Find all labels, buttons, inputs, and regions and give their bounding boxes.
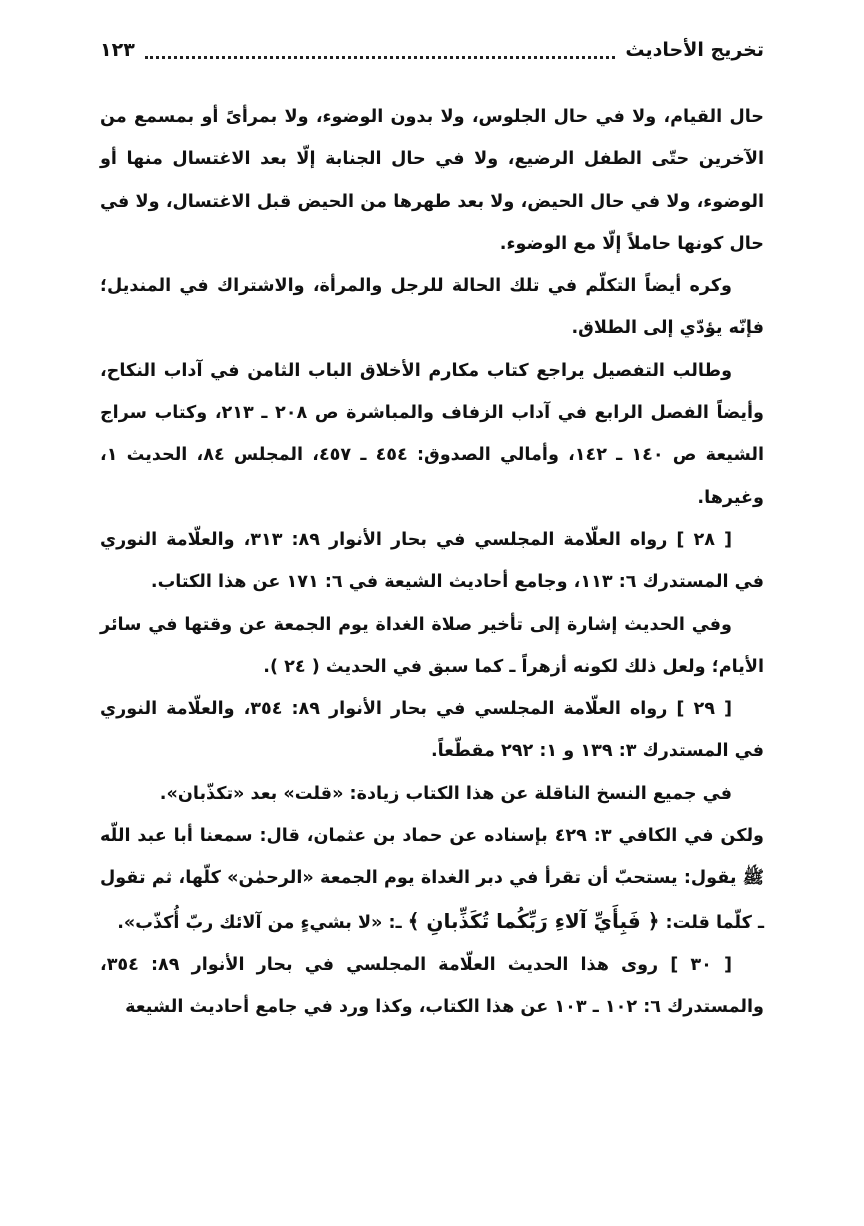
kafi-text-after: ـ: «لا بشيءٍ من آلائك ربّ أُكذّب». (117, 912, 408, 933)
paragraph: وكره أيضاً التكلّم في تلك الحالة للرجل والمرأة، والاشتراك في المنديل؛ فإنّه يؤدّي إلى الطلاق. (100, 276, 764, 339)
page-body (100, 96, 764, 1029)
running-header (100, 30, 764, 70)
paragraph: في جميع النسخ الناقلة عن هذا الكتاب زيادة: «قلت» بعد «تكذّبان». (159, 783, 732, 804)
kafi-paragraph (100, 815, 764, 944)
quran-verse: ﴿ فَبِأَيِّ آلاءِ رَبِّكُما تُكَذِّبانِ ﴾ (407, 908, 660, 933)
header-dot-leader (145, 42, 616, 59)
header-title: تخريج الأحاديث (625, 39, 764, 61)
note-28: [ ٢٨ ] رواه العلّامة المجلسي في بحار الأنوار ٨٩: ٣١٣، والعلّامة النوري في المستدرك ٦: ١١٣، وجامع أحاديث الشيعة في ٦: ١٧١ عن هذا الكتاب. (100, 529, 764, 593)
note-30: [ ٣٠ ] روى هذا الحديث العلّامة المجلسي في بحار الأنوار ٨٩: ٣٥٤، والمستدرك ٦: ١٠٢ ـ ١٠٣ عن هذا الكتاب، وكذا ورد في جامع أحاديث الشيعة (100, 954, 764, 1018)
paragraph: وفي الحديث إشارة إلى تأخير صلاة الغداة يوم الجمعة عن وقتها في سائر الأيام؛ ولعل ذلك لكونه أزهراً ـ كما سبق في الحديث ( ٢٤ ). (100, 614, 764, 677)
page-number: ١٢٣ (100, 39, 135, 61)
note-29: [ ٢٩ ] رواه العلّامة المجلسي في بحار الأنوار ٨٩: ٣٥٤، والعلّامة النوري في المستدرك ٣: ١٣٩ و ١: ٢٩٢ مقطّعاً. (100, 699, 764, 762)
paragraph: وطالب التفصيل يراجع كتاب مكارم الأخلاق الباب الثامن في آداب النكاح، وأيضاً الفصل الرابع في آداب الزفاف والمباشرة ص ٢٠٨ ـ ٢١٣، وكتاب سراج الشيعة ص ١٤٠ ـ ١٤٢، وأمالي الصدوق: ٤٥٤ ـ ٤٥٧، المجلس ٨٤، الحديث ١، وغيرها. (100, 360, 764, 508)
paragraph: حال القيام، ولا في حال الجلوس، ولا بدون الوضوء، ولا بمرأىً أو بمسمع من الآخرين حتّى الطفل الرضيع، ولا في حال الجنابة إلّا بعد الاغتسال منها أو الوضوء، ولا في حال الحيض، ولا بعد طهرها من الحيض قبل الاغتسال، ولا في حال كونها حاملاً إلّا مع الوضوء. (100, 107, 764, 254)
kafi-text-before: ولكن في الكافي ٣: ٤٢٩ بإسناده عن حماد بن عثمان، قال: سمعنا أبا عبد اللّه ﷺ يقول: يستحبّ أن تقرأ في دبر الغداة يوم الجمعة «الرحمٰن» كلّها، ثم تقول ـ كلّما قلت: (100, 826, 764, 933)
